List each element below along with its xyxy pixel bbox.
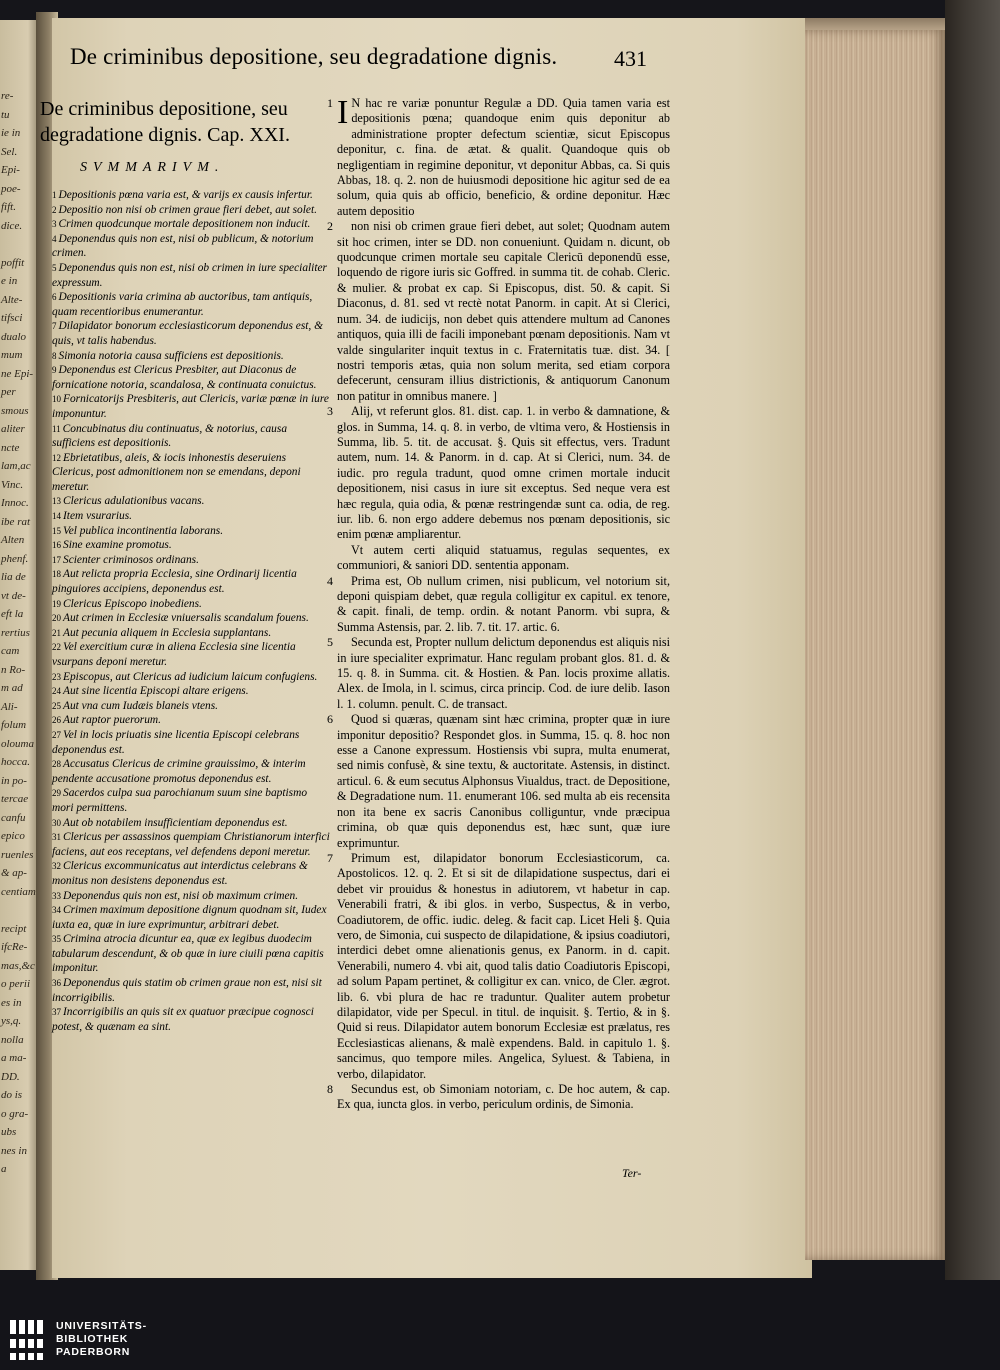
summary-item (40, 859, 330, 888)
summary-item-number: 14 (52, 511, 61, 522)
body-paragraph (327, 1082, 670, 1113)
body-paragraph-text: Vt autem certi aliquid statuamus, regulas sequentes, ex communiori, & saniori DD. sententia apponam. (337, 542, 670, 573)
left-page-fragment: Alten (1, 534, 25, 546)
summary-item-number: 23 (52, 671, 61, 682)
summary-item-number: 12 (52, 452, 61, 463)
drop-initial: I (337, 94, 349, 131)
summary-item (40, 538, 330, 553)
chapter-title: De criminibus depositione, seu degradatione dignis. Cap. XXI. (40, 98, 290, 146)
body-paragraph-text: Primum est, dilapidator bonorum Ecclesiasticorum, ca. Apostolicos. 12. q. 2. Et si sit de dilapidatione suspectus, dari ei debet vir prouidus & honestus in adiutorem, vt habetur in cap. Venerabili fratri, & ibi glos. in verbo, Suspectus, & in verbo, Coadiutorem, de offic. iudic. deleg. & facit cap. Licet Heli §. Quia vero, de Simonia, cui suspecto de dilapidatione, & ipsius coadiutori, interdici debet omne alienationis genus, ex Panorm. in d. capit. Venerabili, numero 4. vbi ait, quod talis datio Coadiutoris Episcopi, ad solum Papam pertinet, & colligitur ex can. vnico, de Cler. ægrot. lib. 6. vbi plura de hac re traduntur. Qualiter autem probetur dilapidator, vide per Specul. in titul. de inquisit. §. Tertio, & in §. Quid si reus. Dilapidator autem bonorum Ecclesiæ est prælatus, res Ecclesiasticas alienans, & malè expendens. Bald. in capitulo 1. §. sancimus, quo tempore miles. Angelica, Syluest. & Tabiena, in verbo, dilapidator. (337, 850, 670, 1081)
summary-item-number: 20 (52, 613, 61, 624)
summary-item-number: 35 (52, 934, 61, 945)
left-page-fragment: lam,ac (1, 460, 31, 472)
summary-list (40, 188, 330, 1034)
margin-number: 8 (327, 1082, 333, 1096)
left-page-fragment: fift. (1, 201, 16, 213)
left-page-fragment: ruenles (1, 848, 34, 861)
left-page-fragment: epico (1, 830, 25, 842)
left-page-fragment: mas,&c (1, 959, 35, 972)
summary-item-text: Deponendus quis statim ob crimen graue non est, nisi sit incorrigibilis. (52, 977, 322, 1004)
summary-item-number: 21 (52, 627, 61, 638)
left-page-fragment: canfu (1, 811, 26, 824)
summary-item-text: Dilapidator bonorum ecclesiasticorum deponendus est, & quis, vt talis habendus. (52, 320, 323, 347)
margin-number: 1 (327, 96, 333, 110)
left-page-fragment: nolla (1, 1033, 24, 1046)
summary-item (40, 217, 330, 232)
summary-item-text: Sine examine promotus. (63, 539, 172, 552)
left-page-fragment: DD. (1, 1070, 20, 1083)
left-page-fragment: dice. (1, 219, 23, 232)
summary-item-number: 33 (52, 890, 61, 901)
summary-item (40, 816, 330, 831)
left-page-fragment: re- (1, 90, 14, 102)
summary-item (40, 699, 330, 714)
library-logo-line1: UNIVERSITÄTS- (56, 1320, 147, 1332)
left-page-fragment: recipt (1, 922, 27, 935)
left-page-fragment: olouma (1, 737, 34, 750)
left-page-fragment: dualo (1, 330, 27, 343)
body-paragraph (327, 635, 670, 712)
page-edges (805, 30, 945, 1260)
summary-item-text: Aut pecunia aliquem in Ecclesia supplantans. (63, 626, 272, 639)
left-page-fragment: ncte (1, 441, 20, 454)
body-text (327, 94, 670, 1113)
summary-item-text: Aut ob notabilem insufficientiam deponendus est. (63, 816, 288, 829)
summary-item-text: Vel exercitium curæ in aliena Ecclesia sine licentia vsurpans deponi meretur. (52, 641, 296, 668)
summary-item-text: Clericus adulationibus vacans. (63, 495, 205, 508)
summary-item-text: Deponendus quis non est, nisi ob publicum, & notorium crimen. (52, 232, 314, 260)
library-logo-line3: PADERBORN (56, 1346, 131, 1358)
summary-item-number: 4 (52, 233, 57, 244)
summary-item (40, 451, 330, 495)
summary-item-text: Scienter criminosos ordinans. (63, 553, 199, 566)
margin-number: 6 (327, 712, 333, 727)
summary-item-number: 31 (52, 832, 61, 843)
left-page-fragment: smous (1, 404, 29, 417)
left-page-fragment: aliter (1, 423, 25, 435)
summary-item (40, 728, 330, 757)
left-page-fragment: o gra- (1, 1107, 29, 1120)
summary-item (40, 932, 330, 976)
left-page-fragment: a (1, 1163, 7, 1175)
summary-item-number: 19 (52, 598, 61, 609)
body-paragraph (327, 404, 670, 543)
summary-item-text: Crimina atrocia dicuntur ea, quæ ex legibus duodecim tabularum descendunt, & ob quæ in iure ciuili pœna capitis imponitur. (52, 933, 324, 975)
body-paragraph (327, 573, 670, 636)
left-page-fragment: Alte- (1, 293, 23, 306)
summary-item-text: Ebrietatibus, aleis, & iocis inhonestis deseruiens Clericus, post admonitionem non se emendans, deponi meretur. (52, 451, 301, 493)
summary-item-number: 8 (52, 350, 57, 361)
summary-item (40, 757, 330, 786)
summary-item-number: 13 (52, 496, 61, 507)
summary-item (40, 670, 330, 685)
summary-item (40, 1005, 330, 1034)
summary-item (40, 713, 330, 728)
summary-item-text: Aut relicta propria Ecclesia, sine Ordinarij licentia pinguiores accipiens, deponendus est. (52, 568, 297, 596)
summary-item-number: 9 (52, 365, 57, 376)
summary-heading: SVMMARIVM. (80, 160, 225, 175)
summary-item-text: Simonia notoria causa sufficiens est depositionis. (58, 349, 284, 362)
summary-item (40, 553, 330, 568)
left-page-fragment: cam (1, 645, 20, 657)
summary-item-text: Deponendus quis non est, nisi ob crimen in iure specialiter expressum. (52, 261, 327, 289)
left-page-fragment: Vinc. (1, 478, 24, 491)
summary-item-number: 29 (52, 788, 61, 799)
left-page-fragment: tifsci (1, 312, 23, 324)
left-page-fragment: ie in (1, 127, 21, 139)
left-page-fragment: Epi- (1, 164, 20, 176)
left-page-fragment: e in (1, 275, 18, 287)
summary-item-text: Sacerdos culpa sua parochianum suum sine baptismo mori permittens. (52, 787, 308, 814)
left-page-fragment: n Ro- (1, 663, 26, 676)
left-page-fragment: folum (1, 719, 27, 731)
summary-item (40, 203, 330, 218)
summary-item-number: 24 (52, 686, 61, 697)
summary-item-number: 32 (52, 861, 61, 872)
left-page-fragment: & ap- (1, 867, 27, 879)
summary-item-text: Crimen maximum depositione dignum quodnam sit, Iudex iuxta ea, quæ in iure exprimuntur, arbitrari debet. (52, 904, 327, 931)
summary-item-text: Clericus per assassinos quempiam Christianorum interfici faciens, aut eos receptans, vel defendens deponi meretur. (52, 831, 330, 858)
summary-item-number: 28 (52, 759, 61, 770)
summary-item-text: Vel publica incontinentia laborans. (63, 524, 224, 537)
summary-item-text: Aut crimen in Ecclesiæ vniuersalis scandalum fouens. (63, 612, 309, 625)
summary-item-text: Aut vna cum Iudæis blaneis vtens. (63, 699, 219, 712)
summary-item (40, 494, 330, 509)
left-page-fragment: m ad (1, 682, 23, 694)
left-page-fragment: Innoc. (1, 497, 29, 509)
library-logo (10, 1318, 160, 1362)
summary-item-number: 22 (52, 642, 61, 653)
summary-item-text: Concubinatus diu continuatus, & notorius, causa sufficiens est depositionis. (52, 422, 288, 450)
summary-item (40, 611, 330, 626)
summary-item-number: 11 (52, 423, 61, 434)
summary-item-number: 17 (52, 554, 61, 565)
left-page-fragment: ifcRe- (1, 941, 28, 953)
left-page-fragment: ibe rat (1, 515, 31, 528)
summary-item-number: 16 (52, 540, 61, 551)
summary-item-text: Aut raptor puerorum. (63, 714, 161, 727)
margin-number: 4 (327, 573, 333, 588)
left-page-fragment: nes in (1, 1144, 27, 1157)
summary-item-text: Episcopus, aut Clericus ad iudicium laicum confugiens. (63, 670, 318, 683)
summary-item-number: 34 (52, 905, 61, 916)
summary-item (40, 640, 330, 669)
body-paragraph-text: Secundus est, ob Simoniam notoriam, c. De hoc autem, & cap. Ex qua, iuncta glos. in verbo, periculum ordinis, de Simonia. (337, 1082, 670, 1112)
left-page-fragment: a ma- (1, 1052, 27, 1064)
summary-item-number: 30 (52, 817, 61, 828)
summary-item (40, 232, 330, 261)
left-page-fragment: per (1, 386, 16, 398)
summary-item (40, 567, 330, 596)
body-paragraph (327, 850, 670, 1082)
summary-item-text: Item vsurarius. (63, 510, 132, 523)
summary-item-text: Vel in locis priuatis sine licentia Episcopi celebrans deponendus est. (52, 728, 300, 756)
summary-item-number: 2 (52, 204, 57, 215)
left-page-fragment: Sel. (1, 145, 18, 158)
summary-item-text: Fornicatorijs Presbiteris, aut Clericis, variæ pœnæ in iure imponuntur. (52, 393, 329, 420)
left-page-fragment: Ali- (1, 700, 18, 713)
summary-item-text: Deponendus quis non est, nisi ob maximum crimen. (63, 889, 299, 902)
left-page-fragment: do is (1, 1089, 23, 1101)
left-page-fragment: ne Epi- (1, 367, 34, 380)
margin-number: 7 (327, 850, 333, 865)
library-logo-icon (10, 1320, 46, 1360)
body-paragraph (337, 543, 670, 574)
left-page-fragment: eft la (1, 608, 24, 620)
summary-item-number: 10 (52, 394, 61, 405)
left-page-fragment: rertius (1, 626, 30, 639)
summary-item-text: Aut sine licentia Episcopi altare erigens. (63, 685, 249, 698)
body-paragraph-text: Prima est, Ob nullum crimen, nisi publicum, vel notorium sit, deponi quispiam debet, quæ regula colligitur ex capitul. ex tenore, & capit. finali, de temp. ordin. & notant Panorm. vbi supra, & Summa Astensis, par. 2. lib. 7. tit. 17. artic. 6. (337, 573, 670, 634)
summary-item-text: Clericus Episcopo inobediens. (63, 597, 202, 610)
summary-item-text: Depositionis pœna varia est, & varijs ex causis infertur. (58, 189, 313, 201)
summary-item (40, 830, 330, 859)
body-paragraph (327, 712, 670, 851)
summary-item (40, 786, 330, 815)
left-page-fragment: ubs (1, 1126, 17, 1138)
summary-item (40, 188, 330, 203)
body-paragraph-text: non nisi ob crimen graue fieri debet, aut solet; Quodnam autem sit hoc crimen, inter se DD. non conueniunt. Quidam n. dicunt, ob quodcunque crimen mortale seu capitale Clericū deponendū esse, loquendo de rigore iuris sic Goffred. in summa tit. de cohab. Cleric. & mulier. & probat ex cap. Si Episcopus, dist. 50. & capit. Si Diaconus, d. 81. sed vt rectè notat Panorm. in capit. At si Clerici, num. 34. de iudicijs, non debet quis attendere multum ad Canones antiquos, quia illi de facili imponebant pœnam depositionis. Nam vt valde singulariter inquit textus in c. Fraternitatis tuæ. dist. 34. [ nostri temporis ætas, quia non solum merita, sed etiam corpora defecerunt, censuram illius districtionis, & antiquorum Canonum non patitur in omnibus manere. ] (337, 219, 670, 403)
summary-item (40, 349, 330, 364)
left-page-edge (0, 20, 40, 1270)
summary-item (40, 976, 330, 1005)
summary-item-number: 3 (52, 219, 57, 230)
summary-item-text: Deponendus est Clericus Presbiter, aut Diaconus de fornicatione notoria, scandalosa, & continuata conuictus. (52, 364, 317, 391)
page-number: 431 (614, 46, 647, 71)
left-page-fragment: vt de- (1, 589, 26, 602)
summary-item-text: Incorrigibilis an quis sit ex quatuor præcipue cognosci potest, & quænam ea sint. (52, 1006, 314, 1033)
summary-item-number: 36 (52, 978, 61, 989)
left-page-fragment: es in (1, 996, 22, 1009)
summary-item (40, 597, 330, 612)
margin-number: 3 (327, 404, 333, 419)
summary-item-number: 27 (52, 729, 61, 740)
summary-item (40, 363, 330, 392)
left-page-fragment: hocca. (1, 756, 31, 768)
left-page-fragment: poffit (1, 256, 25, 269)
catchword: Ter- (622, 1166, 642, 1180)
summary-item (40, 290, 330, 319)
summary-item-text: Crimen quodcunque mortale depositionem non inducit. (58, 218, 311, 231)
summary-item (40, 626, 330, 641)
margin-number: 5 (327, 635, 333, 650)
summary-item (40, 422, 330, 451)
left-page-fragment: centiam (1, 885, 36, 898)
summary-item-text: Depositio non nisi ob crimen graue fieri debet, aut solet. (58, 203, 317, 216)
summary-item-number: 25 (52, 700, 61, 711)
left-page-fragment: mum (1, 349, 23, 361)
binding-edge (945, 0, 1000, 1300)
left-page-fragment: poe- (1, 182, 21, 195)
summary-item (40, 524, 330, 539)
left-page-fragment: in po- (1, 774, 27, 787)
summary-item-number: 18 (52, 569, 61, 580)
body-paragraph (327, 94, 670, 219)
left-page-fragment: lia de (1, 571, 26, 583)
summary-item-text: Clericus excommunicatus aut interdictus celebrans & monitus non desistens deponendus est. (52, 860, 308, 887)
body-paragraph-text: Quod si quæras, quænam sint hæc crimina, propter quæ in iure imponitur depositio? Respondet glos. in Summa, 15. q. 8. hoc non esse a Canone expressum. Hostiensis vbi supra, multa enumerat, sed nimis confusè, & sine textu, & auctoritate. Astensis, in distinct. articul. 6. & eum secutus Alphonsus Viualdus, tract. de Depositione, & Degradatione num. 11. enumerant 106. sed multa ab eis recensita non ita bene ex sacris Canonibus colliguntur, vnde præcipua crimina, ob quæ quis deponendus est, hæc sunt, quæ iure exprimuntur. (337, 712, 670, 850)
body-paragraph-text: N hac re variæ ponuntur Regulæ a DD. Quia tamen varia est depositionis pœna; quandoque enim quis deponitur ab administratione propter defectum scientiæ, sicut Episcopus deponitur, c. fina. de ætat. & qualit. Quandoque quis ob negligentiam in regimine deponitur, vt deponitur Abbas, ca. Si quis Abbas, 18. q. 2. non de huiusmodi depositione hic agitur sed de ea solum, quia quis ab officio, beneficio, & ordine deponitur. Hæc autem depositio (337, 96, 670, 218)
summary-item-number: 15 (52, 525, 61, 536)
body-paragraph-text: Alij, vt referunt glos. 81. dist. cap. 1. in verbo & damnatione, & glos. in Summa, 14. q. 8. in verbo, de vltima vero, & Hostiensis in Summa, lib. 5. tit. de accusat. §. Quis sit effectus, vers. Tradunt autem, num. 14. & Panorm. in d. cap. At si Clerici, num. 34. de iudic. pro regula tradunt, quod omne crimen mortale inducit depositionem, nisi casus in iure sit exceptus. Sed neque vera est hæc regula, quia odia, & pœnæ restringendæ sunt ca. odia, de reg. iur. lib. 6. non ergo addere debemus nos pœnam depositionis, sic enim pœnæ ampliarentur. (337, 404, 670, 542)
summary-item (40, 509, 330, 524)
summary-item-number: 26 (52, 715, 61, 726)
summary-item-number: 37 (52, 1007, 61, 1018)
summary-item-number: 7 (52, 321, 57, 332)
library-logo-line2: BIBLIOTHEK (56, 1333, 129, 1345)
running-head: De criminibus depositione, seu degradatione dignis. (70, 44, 558, 69)
left-page-fragment: tu (1, 108, 10, 121)
margin-number: 2 (327, 219, 333, 234)
summary-item-number: 6 (52, 292, 57, 303)
body-paragraph (327, 219, 670, 404)
left-page-fragment: phenf. (1, 552, 29, 565)
left-page-fragment: o perii (1, 978, 31, 990)
summary-item (40, 261, 330, 290)
summary-item-number: 5 (52, 262, 57, 273)
summary-item (40, 319, 330, 348)
summary-item-number: 1 (52, 190, 57, 200)
summary-item (40, 903, 330, 932)
summary-item-text: Accusatus Clericus de crimine grauissimo, & interim pendente accusatione promotus deponendus est. (52, 758, 306, 785)
left-page-fragment: tercae (1, 793, 29, 805)
summary-item-text: Depositionis varia crimina ab auctoribus, tam antiquis, quam recentioribus enumerantur. (52, 291, 313, 318)
summary-item (40, 684, 330, 699)
left-page-fragment: ys,q. (1, 1015, 22, 1027)
body-paragraph-text: Secunda est, Propter nullum delictum deponendus est aliquis nisi in iure specialiter exprimatur. Hanc regulam probant glos. 81. d. & 15. q. 8. in Summa. cit. & Hostien. & Pan. locis proxime allatis. Alex. de Imola, in l. scimus, circa princip. Cod. de iure delib. Iason l. 1. column. penult. C. de transact. (337, 635, 670, 711)
summary-item (40, 392, 330, 421)
summary-item (40, 889, 330, 904)
